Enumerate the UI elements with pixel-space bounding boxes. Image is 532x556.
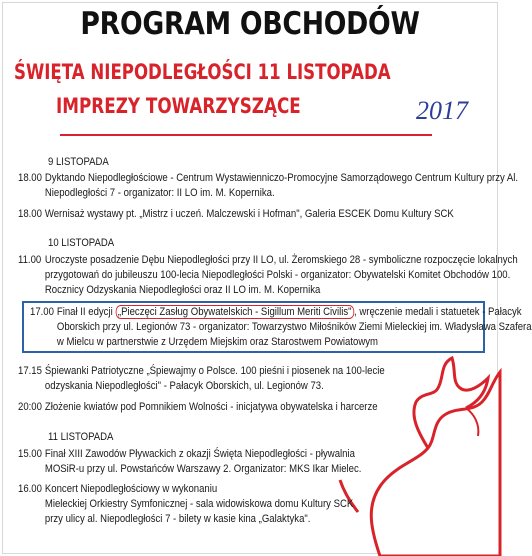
event-item [18,447,362,475]
event-item [30,305,532,348]
red-divider [60,134,432,136]
poster-subtitle: ŚWIĘTA NIEPODLEGŁOŚCI 11 LISTOPADA [14,60,391,84]
event-time: 17.00 [30,306,54,318]
event-text: Mieleckiej Orkiestry Symfonicznej - sala widowiskowa domu Kultury SCK [44,498,354,510]
event-text: przygotowań do jubileuszu 100-lecia Niepodległości Polski - organizator: Obywatelski Komitet Obchodów 100. [44,269,511,281]
event-text: odzyskania Niepodległości" - Pałacyk Oborskich, ul. Legionów 73. [44,380,324,392]
event-text: Rocznicy Odzyskania Niepodległości oraz II LO im. M. Kopernika [44,284,321,296]
event-time: 11.00 [18,254,42,266]
event-text-pre: Finał II edycji [56,306,116,318]
event-text: Wernisaż wystawy pt. „Mistrz i uczeń. Malczewski i Hofman", Galeria ESCEK Domu Kultury SCK [44,208,454,220]
highlighted-award-name: „Pieczęci Zasług Obywatelskich - Sigillum Meriti Civilis" [115,305,354,319]
event-item [18,482,354,525]
event-time: 17.15 [18,365,42,377]
event-item [18,171,519,199]
event-item [18,400,378,415]
poster-title: PROGRAM OBCHODÓW [80,6,420,42]
event-time: 18.00 [18,208,42,220]
event-text: Koncert Niepodległościowy w wykonaniu [44,483,218,495]
event-text: Śpiewanki Patriotyczne „Śpiewajmy o Polsce. 100 pieśni i piosenek na 100-lecie [44,365,385,377]
event-time: 16.00 [18,483,42,495]
event-time: 15.00 [18,448,42,460]
event-item [18,207,454,222]
event-text: Oborskich przy ul. Legionów 73 - organizator: Towarzystwo Miłośników Ziemi Mieleckiej im. Władysława Szafera [56,321,532,333]
event-item [18,364,385,392]
event-time: 18.00 [18,172,42,184]
event-text: Niepodległości 7 - organizator: II LO im. M. Kopernika. [44,187,275,199]
event-time: 20:00 [18,401,42,413]
event-text: MOSiR-u przy ul. Powstańców Warszawy 2. Organizator: MKS Ikar Mielec. [44,463,362,475]
day-heading: 9 LISTOPADA [48,156,109,168]
event-text-post: , wręczenie medali i statuetek - Pałacyk [354,306,522,318]
poster-year: 2017 [416,96,468,125]
event-text: Dyktando Niepodległościowe - Centrum Wystawienniczo-Promocyjne Samorządowego Centrum Kultury przy Al. [44,172,519,184]
poster-subtitle-events: IMPREZY TOWARZYSZĄCE [56,94,301,118]
event-text: przy ulicy al. Niepodległości 7 - bilety w kasie kina „Galaktyka". [44,513,311,525]
day-heading: 11 LISTOPADA [48,431,114,443]
event-text-first-line [57,305,532,320]
day-heading: 10 LISTOPADA [48,237,115,249]
event-text: Finał XIII Zawodów Pływackich z okazji Święta Niepodległości - pływalnia [44,448,355,460]
event-text: Uroczyste posadzenie Dębu Niepodległości przy II LO, ul. Żeromskiego 28 - symboliczne rozpoczęcie lokalnych [44,254,518,266]
event-text: Złożenie kwiatów pod Pomnikiem Wolności - inicjatywa obywatelska i harcerze [44,401,378,413]
event-text: w Mielcu w partnerstwie z Urzędem Miejskim oraz Starostwem Powiatowym [56,336,379,348]
event-item [18,253,518,296]
